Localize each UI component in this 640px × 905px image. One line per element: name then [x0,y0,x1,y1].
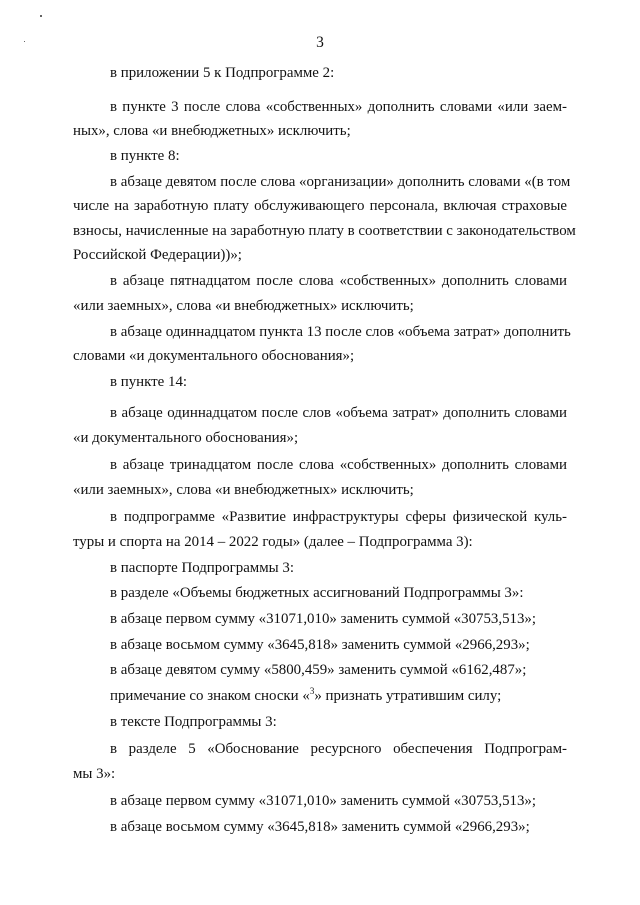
text-line: ных», слова «и внебюджетных» исключить; [73,123,351,139]
text-line: в пункте 14: [110,374,188,390]
text-line: словами «и документального обоснования»; [73,348,355,364]
text-line: числе на заработную плату обслуживающего персонала, включая страховые [73,198,567,214]
text-line: в абзаце одиннадцатом после слов «объема затрат» дополнить словами [110,405,567,421]
text-line: в абзаце первом сумму «31071,010» заменить суммой «30753,513»; [110,611,537,627]
text-line: взносы, начисленные на заработную плату в соответствии с законодательством [73,223,576,239]
text-line: в абзаце девятом сумму «5800,459» заменить суммой «6162,487»; [110,662,527,678]
text-line: в абзаце одиннадцатом пункта 13 после слов «объема затрат» дополнить [110,324,571,340]
text-line: в абзаце девятом после слова «организации» дополнить словами «(в том [110,174,571,190]
text-line: в абзаце тринадцатом после слова «собственных» дополнить словами [110,457,567,473]
text-line: мы 3»: [73,766,116,782]
page-number: 3 [316,34,324,51]
text-line: в абзаце восьмом сумму «3645,818» заменить суммой «2966,293»; [110,637,530,653]
text-line: в абзаце первом сумму «31071,010» заменить суммой «30753,513»; [110,793,537,809]
text-line: в разделе «Объемы бюджетных ассигнований Подпрограммы 3»: [110,585,524,601]
text-line: в пункте 3 после слова «собственных» дополнить словами «или заем- [110,99,567,115]
text-line: в разделе 5 «Обоснование ресурсного обеспечения Подпрограм- [110,741,567,757]
text-line: туры и спорта на 2014 – 2022 годы» (далее – Подпрограмма 3): [73,534,473,550]
text-line: в приложении 5 к Подпрограмме 2: [110,65,335,81]
text-line: «или заемных», слова «и внебюджетных» исключить; [73,482,414,498]
text-line: в абзаце пятнадцатом после слова «собственных» дополнить словами [110,273,567,289]
footnote-mark: 3 [309,686,315,696]
footnote-note-text-end: » признать утратившим силу; [314,688,502,704]
text-line: «и документального обоснования»; [73,430,299,446]
text-line: в абзаце восьмом сумму «3645,818» заменить суммой «2966,293»; [110,819,530,835]
text-line: в подпрограмме «Развитие инфраструктуры сферы физической куль- [110,509,567,525]
text-line: в паспорте Подпрограммы 3: [110,560,294,576]
text-line: в тексте Подпрограммы 3: [110,714,277,730]
text-line [110,687,567,705]
text-line: Российской Федерации))»; [73,247,242,263]
text-line: «или заемных», слова «и внебюджетных» исключить; [73,298,414,314]
footnote-note-text: примечание со знаком сноски « [110,688,310,704]
text-line: в пункте 8: [110,148,180,164]
